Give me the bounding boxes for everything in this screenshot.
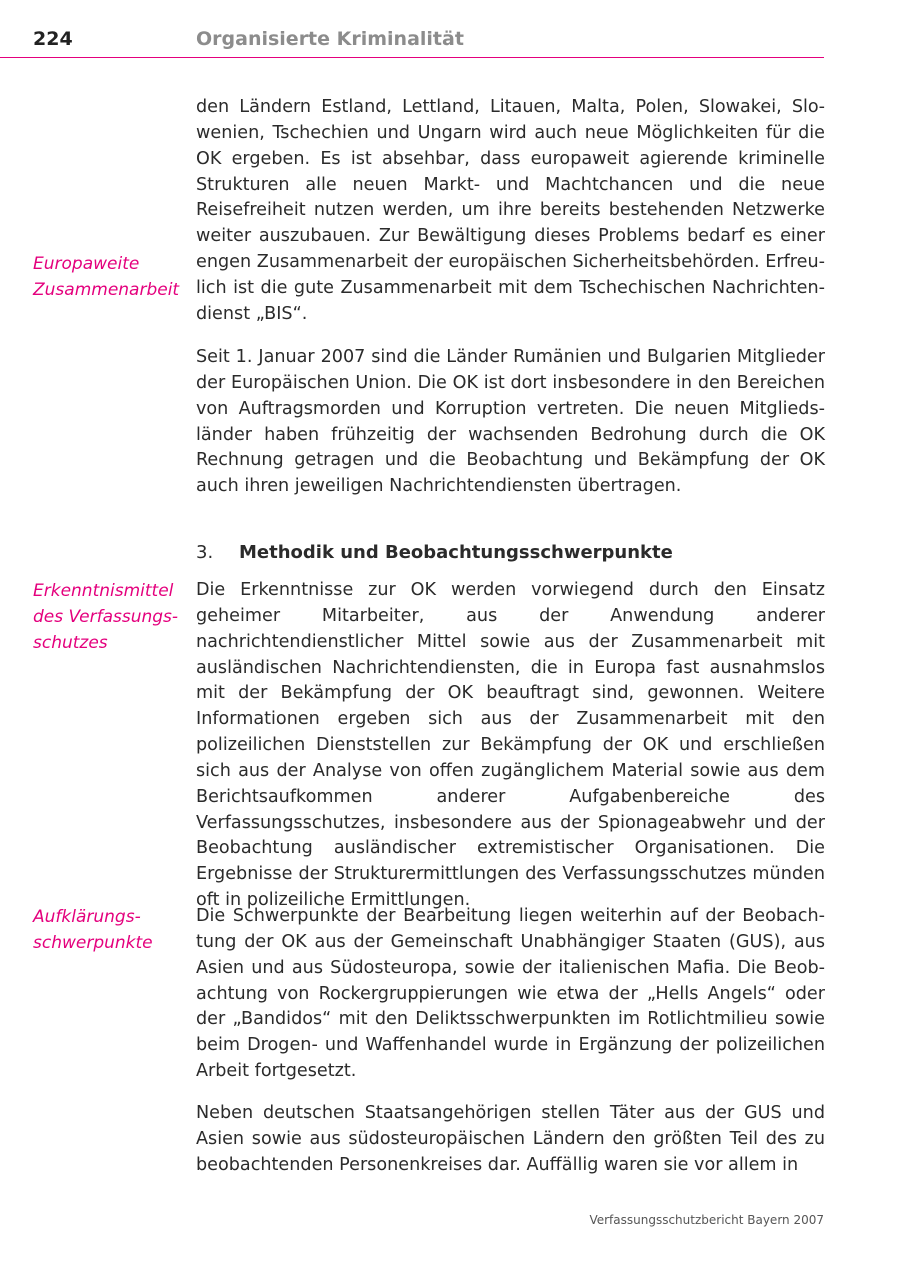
- paragraph-taeter: Neben deutschen Staatsangehörigen stellen Täter aus der GUS und Asien sowie aus südosteuropäischen Ländern den größten Teil des zu beobachtenden Personenkreises dar. Auffällig waren sie vor allem in: [196, 1103, 825, 1175]
- margin-note-aufklaerungsschwerpunkte: Aufklärungsschwerpunkte: [33, 907, 153, 953]
- running-title: Organisierte Kriminalität: [196, 28, 464, 50]
- paragraph-schwerpunkte: Die Schwerpunkte der Bearbeitung liegen weiterhin auf der Beobachtung der OK aus der Gemeinschaft Unabhängiger Staaten (GUS), aus Asien und aus Südosteuropa, sowie der italienischen Mafia. Die Beobachtung von Rockergruppierungen wie etwa der „Hells Angels“ oder der „Bandidos“ mit den Deliktsschwerpunkten im Rotlichtmilieu sowie beim Drogen- und Waffenhandel wurde in Ergänzung der polizeilichen Arbeit fortgesetzt.: [196, 906, 825, 1082]
- paragraph-romania-bulgaria: Seit 1. Januar 2007 sind die Länder Rumänien und Bulgarien Mitglieder der Europäischen Union. Die OK ist dort insbesondere in den Bereichen von Auftragsmorden und Korruption vertreten. Die neuen Mitgliedsländer haben frühzeitig der wachsenden Bedrohung durch die OK Rechnung getragen und die Beobachtung und Bekämpfung der OK auch ihren jeweiligen Nachrichtendiensten übertragen.: [196, 347, 825, 497]
- paragraph-eu-enlargement: den Ländern Estland, Lettland, Litauen, Malta, Polen, Slowakei, Slowenien, Tschechien und Ungarn wird auch neue Möglichkeiten für die OK ergeben. Es ist absehbar, dass europaweit agierende kriminelle Strukturen alle neuen Markt- und Machtchancen und die neue Reisefreiheit nutzen werden, um ihre bereits bestehenden Netzwerke weiter auszubauen. Zur Bewältigung dieses Problems bedarf es einer engen Zusammenarbeit der europäischen Sicherheitsbehörden. Erfreulich ist die gute Zusammenarbeit mit dem Tschechischen Nachrichtendienst „BIS“.: [196, 97, 825, 324]
- section-heading: [196, 540, 825, 566]
- footer-publication-title: Verfassungsschutzbericht Bayern 2007: [589, 1213, 824, 1227]
- margin-note-erkenntnismittel: Erkenntnismittel des Verfassungsschutzes: [33, 581, 179, 653]
- margin-note-europaweite-zusammenarbeit: Europaweite Zusammenarbeit: [33, 254, 180, 300]
- page-number: 224: [33, 28, 73, 50]
- header-divider: [0, 57, 824, 58]
- paragraph-erkenntnisse: Die Erkenntnisse zur OK werden vorwiegend durch den Einsatz geheimer Mitarbeiter, aus der Anwendung anderer nachrichtendienstlicher Mittel sowie aus der Zusammenarbeit mit ausländischen Nachrichtendiensten, die in Europa fast ausnahmslos mit der Bekämpfung der OK beauftragt sind, gewonnen. Weitere Informationen ergeben sich aus der Zusammenarbeit mit den polizeilichen Dienststellen zur Bekämpfung der OK und erschließen sich aus der Analyse von offen zugänglichem Material sowie aus dem Berichtsaufkommen anderer Aufgabenbereiche des Verfassungsschutzes, insbesondere aus der Spionageabwehr und der Beobachtung ausländischer extremistischer Organisationen. Die Ergebnisse der Strukturermittlungen des Verfassungsschutzes münden oft in polizeiliche Ermittlungen.: [196, 580, 825, 911]
- section-title: Methodik und Beobachtungsschwerpunkte: [239, 542, 673, 563]
- section-number: 3.: [196, 542, 214, 563]
